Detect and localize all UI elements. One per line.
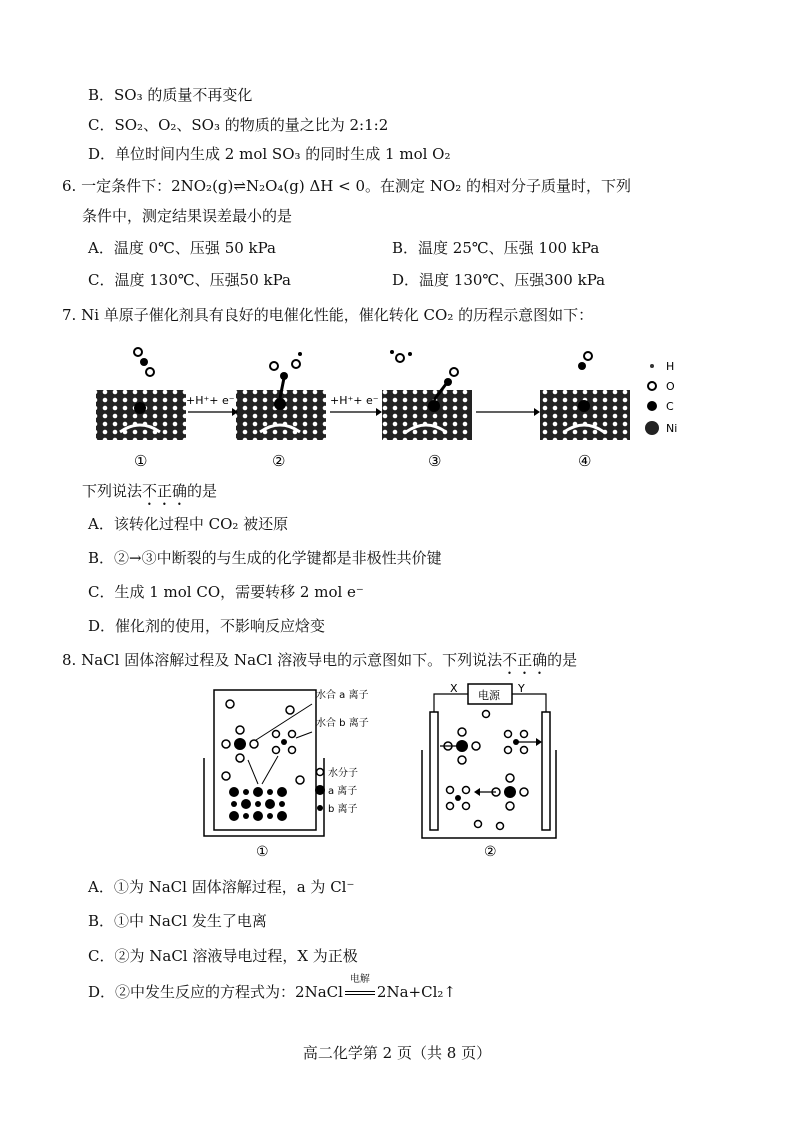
electrode-x-label: X [450, 682, 458, 695]
legend-o: O [666, 380, 675, 393]
catalyst-surface-1 [96, 348, 186, 440]
label-hydrated-a: 水合 a 离子 [316, 690, 369, 701]
q8-option-b: B．①中 NaCl 发生了电离 [88, 912, 267, 930]
q7-option-c: C．生成 1 mol CO，需要转移 2 mol e⁻ [88, 583, 364, 601]
q8-option-d [88, 974, 456, 1002]
q7-prompt [82, 481, 217, 509]
q5-option-c: C．SO₂、O₂、SO₃ 的物质的量之比为 2:1:2 [88, 116, 389, 134]
q8-option-d-suffix: 2Na+Cl₂↑ [376, 983, 456, 1001]
q8-stem-c: 的是 [547, 651, 578, 669]
catalyst-surface-3 [382, 350, 472, 440]
q5-option-d: D．单位时间内生成 2 mol SO₃ 的同时生成 1 mol O₂ [88, 145, 451, 163]
arrow-label-1: +H⁺+ e⁻ [186, 394, 235, 407]
arrow-label-2: +H⁺+ e⁻ [330, 394, 379, 407]
q6-stem-suffix: 。在测定 NO₂ 的相对分子质量时，下列 [365, 177, 632, 195]
q8-option-a: A．①为 NaCl 固体溶解过程，a 为 Cl⁻ [88, 878, 355, 896]
q7-option-d: D．催化剂的使用，不影响反应焓变 [88, 617, 326, 635]
label-water: 水分子 [328, 768, 358, 779]
atom-legend [645, 360, 677, 435]
fig2-electrolysis-cell [422, 684, 556, 838]
q7-option-b: B．②→③中断裂的与生成的化学键都是非极性共价键 [88, 549, 442, 567]
legend-ni: Ni [666, 422, 678, 435]
q6-option-d: D．温度 130℃、压强300 kPa [392, 271, 606, 289]
step-3-label: ③ [428, 452, 442, 470]
fig2-number: ② [484, 844, 497, 860]
q5-option-b: B．SO₃ 的质量不再变化 [88, 86, 253, 104]
q6-option-b: B．温度 25℃、压强 100 kPa [392, 239, 600, 257]
catalyst-surface-4 [540, 352, 630, 440]
q6-equation: 2NO₂(g)⇌N₂O₄(g) ΔH < 0 [171, 177, 366, 195]
label-b-ion: b 离子 [328, 804, 358, 815]
q6-option-c: C．温度 130℃、压强50 kPa [88, 271, 291, 289]
catalyst-surface-2 [236, 352, 326, 440]
fig1-beaker [204, 690, 324, 836]
label-a-ion: a 离子 [328, 786, 358, 797]
q8-stem-a: 8. NaCl 固体溶解过程及 NaCl 溶液导电的示意图如下。下列说法 [62, 651, 503, 669]
electrode-y-label: Y [518, 682, 525, 695]
q6-stem-line2: 条件中，测定结果误差最小的是 [82, 207, 293, 225]
fig1-number: ① [256, 844, 269, 860]
q7-stem: 7. Ni 单原子催化剂具有良好的电催化性能，催化转化 CO₂ 的历程示意图如下： [62, 306, 594, 324]
q8-stem-emphasis: 不正确 [502, 651, 548, 669]
electrolysis-arrow [343, 974, 377, 1002]
q6-option-a: A．温度 0℃、压强 50 kPa [88, 239, 276, 257]
q8-option-c: C．②为 NaCl 溶液导电过程，X 为正极 [88, 947, 358, 965]
q7-mechanism-figure [60, 340, 780, 470]
legend-c: C [666, 400, 674, 413]
step-1-label: ① [134, 452, 148, 470]
q6-stem-prefix: 6. 一定条件下： [62, 177, 172, 195]
power-label: 电源 [478, 689, 500, 702]
step-4-label: ④ [578, 452, 592, 470]
step-2-label: ② [272, 452, 286, 470]
electrolysis-condition: 电解 [349, 974, 370, 985]
q7-prompt-c: 的是 [187, 482, 218, 500]
page-footer: 高二化学第 2 页（共 8 页） [302, 1044, 492, 1062]
q7-prompt-emphasis: 不正确 [142, 482, 188, 500]
q7-prompt-a: 下列说法 [82, 482, 143, 500]
q8-option-d-prefix: D．②中发生反应的方程式为：2NaCl [88, 983, 343, 1001]
q7-option-a: A．该转化过程中 CO₂ 被还原 [88, 515, 289, 533]
q6-stem-line1 [62, 176, 631, 196]
q8-figure [200, 680, 620, 860]
q8-stem [62, 650, 577, 678]
legend-h: H [666, 360, 675, 373]
label-hydrated-b: 水合 b 离子 [316, 718, 369, 729]
